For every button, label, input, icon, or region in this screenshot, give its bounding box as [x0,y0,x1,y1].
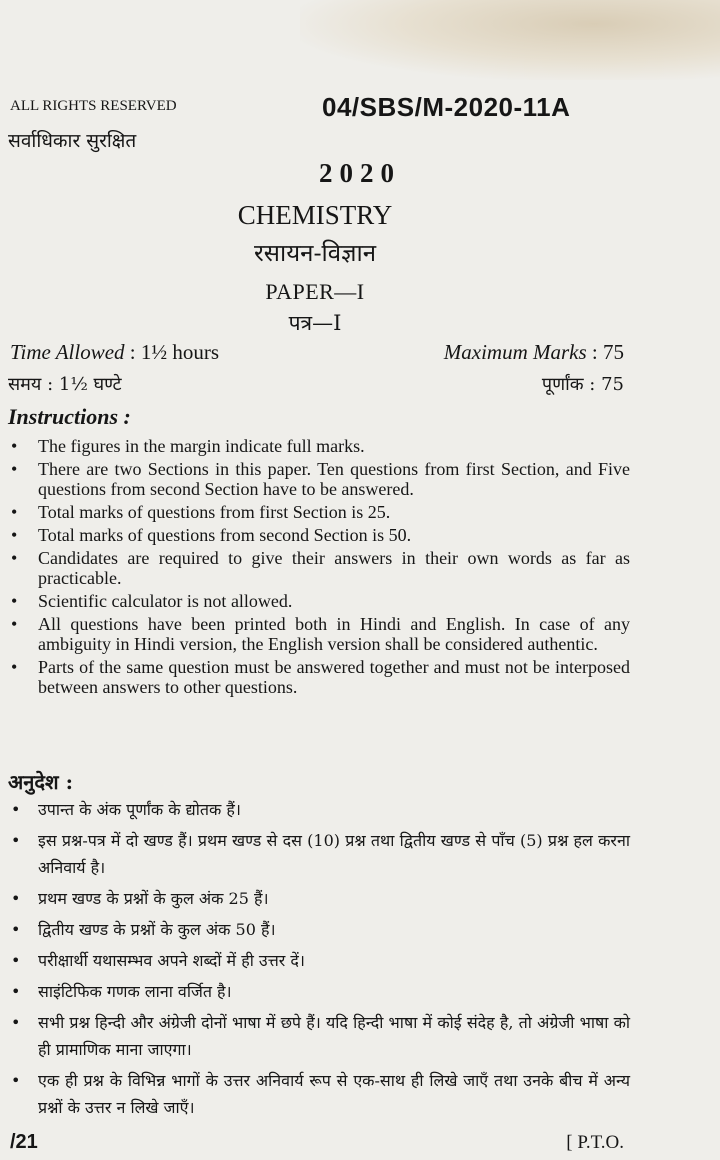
subject-title-hi: रसायन-विज्ञान [253,239,377,267]
page-code: /21 [10,1131,38,1153]
maximum-marks-value: : 75 [591,340,624,364]
instruction-item-hi: • द्वितीय खण्ड के प्रश्नों के कुल अंक 50 हैं। [0,916,630,943]
paper-stain [300,0,720,80]
instruction-item-hi: • एक ही प्रश्न के विभिन्न भागों के उत्तर अनिवार्य रूप से एक-साथ ही लिखे जाएँ तथा उनके बीच में अन्य प्रश्नों के उत्तर न लिखे जाएँ। [0,1067,630,1121]
instruction-item-hi: • प्रथम खण्ड के प्रश्नों के कुल अंक 25 हैं। [0,885,630,912]
paper-number-hi: पत्र—I [288,311,342,335]
instruction-item-hi: • इस प्रश्न-पत्र में दो खण्ड हैं। प्रथम खण्ड से दस (10) प्रश्न तथा द्वितीय खण्ड से पाँच (5) प्रश्न हल करना अनिवार्य है। [0,827,630,881]
instruction-item: • Total marks of questions from second Section is 50. [0,525,630,545]
maximum-marks-label: Maximum Marks [443,340,587,364]
time-allowed-label: Time Allowed [10,340,125,364]
rights-reserved-hi: सर्वाधिकार सुरक्षित [8,130,137,152]
instruction-item: • Candidates are required to give their answers in their own words as far as practicable. [0,548,630,588]
instruction-item: • Scientific calculator is not allowed. [0,591,630,611]
instructions-heading-hi: अनुदेश : [8,770,73,794]
instructions-list-hi [0,796,630,1125]
please-turn-over: [ P.T.O. [566,1132,624,1153]
maximum-marks-en [444,340,624,365]
rights-reserved-en: ALL RIGHTS RESERVED [10,98,177,114]
instruction-item: • All questions have been printed both in Hindi and English. In case of any ambiguity in Hindi version, the English version shall be considered authentic. [0,614,630,654]
instruction-item-hi: • उपान्त के अंक पूर्णांक के द्योतक हैं। [0,796,630,823]
instruction-item-hi: • साइंटिफिक गणक लाना वर्जित है। [0,978,630,1005]
time-allowed-value: : 1½ hours [129,340,220,364]
paper-code: 04/SBS/M-2020-11A [322,92,571,122]
instructions-list-en [0,436,630,700]
time-allowed-en [10,340,219,365]
instruction-item: • Total marks of questions from first Section is 25. [0,502,630,522]
time-allowed-hi: समय : 1½ घण्टे [8,374,122,395]
exam-year: 2020 [319,158,401,188]
instruction-item-hi: • परीक्षार्थी यथासम्भव अपने शब्दों में ही उत्तर दें। [0,947,630,974]
subject-title-en: CHEMISTRY [237,200,393,230]
instruction-item: • The figures in the margin indicate full marks. [0,436,630,456]
instruction-item: • Parts of the same question must be answered together and must not be interposed between answers to other questions. [0,657,630,697]
maximum-marks-hi: पूर्णांक : 75 [541,374,624,395]
instructions-heading-en: Instructions : [8,404,131,429]
paper-number-en: PAPER—I [265,279,365,304]
instruction-item-hi: • सभी प्रश्न हिन्दी और अंग्रेजी दोनों भाषा में छपे हैं। यदि हिन्दी भाषा में कोई संदेह है, तो अंग्रेजी भाषा को ही प्रामाणिक माना जाएगा। [0,1009,630,1063]
instruction-item: • There are two Sections in this paper. Ten questions from first Section, and Five questions from second Section have to be answered. [0,459,630,499]
